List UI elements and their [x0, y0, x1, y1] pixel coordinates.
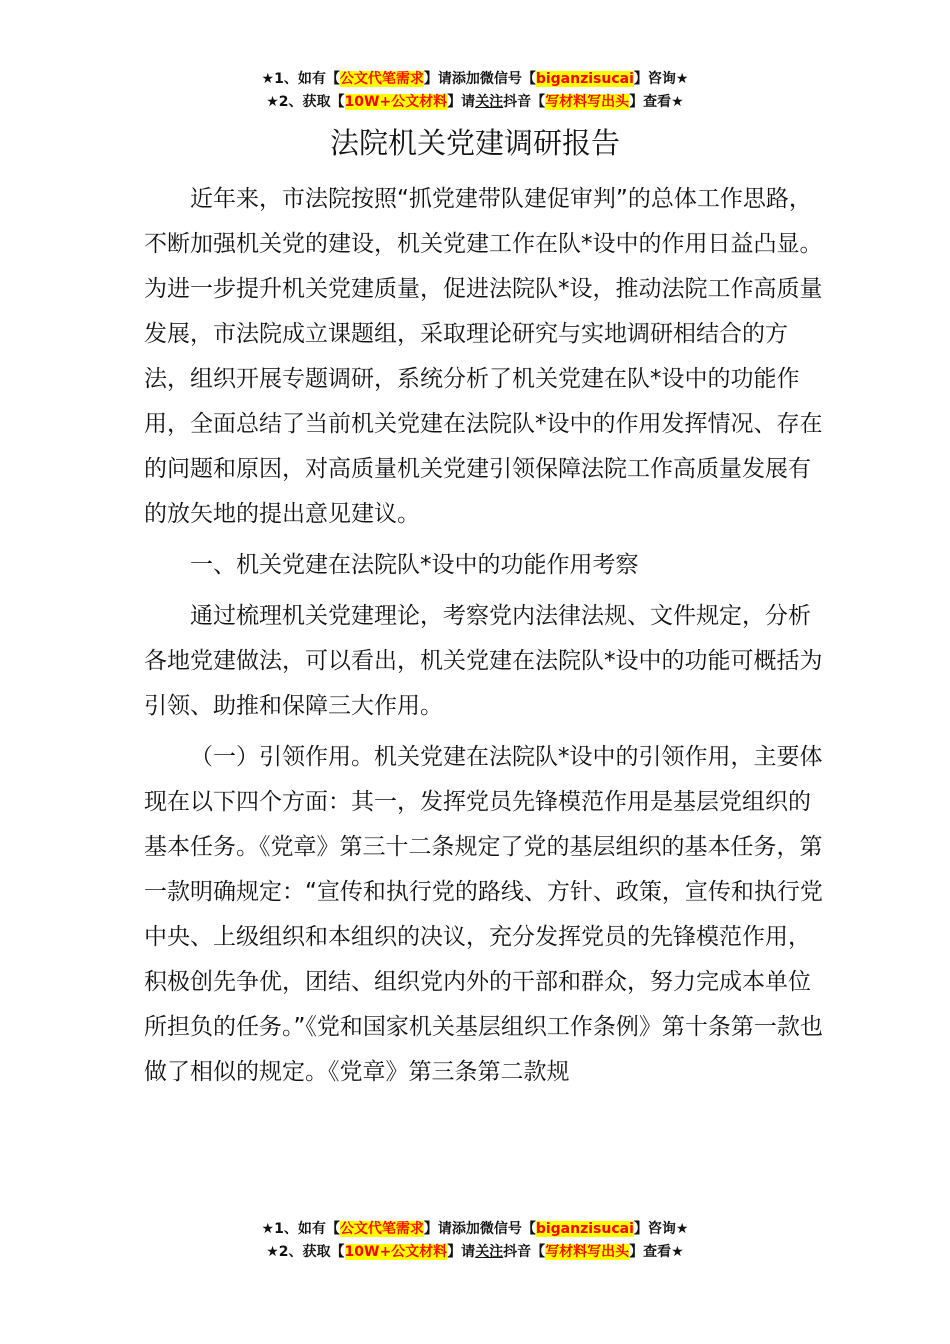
promo-banner-top — [0, 68, 950, 114]
promo-text: 】请 — [447, 1244, 476, 1260]
promo-text: 】请 — [423, 71, 452, 87]
paragraph-intro: 近年来，市法院按照“抓党建带队建促审判”的总体工作思路，不断加强机关党的建设，机关党建工作在队*设中的作用日益凸显。为进一步提升机关党建质量，促进法院队*设，推动法院工作高质量发展，市法院成立课题组，采取理论研究与实地调研相结合的方法，组织开展专题调研，系统分析了机关党建在队*设中的功能作用，全面总结了当前机关党建在法院队*设中的作用发挥情况、存在的问题和原因，对高质量机关党建引领保障法院工作高质量发展有的放矢地的提出意见建议。 — [144, 186, 823, 527]
promo-line-2 — [0, 1241, 950, 1264]
highlight-douyin: 写材料写出头 — [545, 1244, 630, 1260]
highlight-service: 公文代笔需求 — [339, 71, 424, 87]
highlight-materials: 10W+公文材料 — [344, 94, 448, 110]
promo-text: 】请 — [447, 94, 476, 110]
promo-text: 微信号【 — [479, 1221, 536, 1237]
promo-text: 】查看★ — [629, 1244, 684, 1260]
promo-text: 微信号【 — [479, 71, 536, 87]
promo-text: ★1、如有【 — [261, 71, 340, 87]
promo-text: ★2、获取【 — [266, 1244, 345, 1260]
promo-text: ★1、如有【 — [261, 1221, 340, 1237]
promo-text: 抖音【 — [503, 94, 546, 110]
promo-line-1 — [0, 1218, 950, 1241]
highlight-douyin: 写材料写出头 — [545, 94, 630, 110]
promo-text: 】咨询★ — [633, 1221, 689, 1237]
section-heading-1: 一、机关党建在法院队*设中的功能作用考察 — [190, 552, 639, 578]
highlight-materials: 10W+公文材料 — [344, 1244, 448, 1260]
promo-text: 】请 — [423, 1221, 452, 1237]
promo-emphasis: 关注 — [475, 94, 504, 110]
paragraph-overview: 通过梳理机关党建理论，考察党内法律法规、文件规定，分析各地党建做法，可以看出，机关党建在法院队*设中的功能可概括为引领、助推和保障三大作用。 — [144, 603, 823, 719]
promo-banner-bottom — [0, 1218, 950, 1264]
promo-emphasis: 添加 — [451, 1221, 480, 1237]
promo-emphasis: 关注 — [475, 1244, 504, 1260]
promo-emphasis: 添加 — [451, 71, 480, 87]
highlight-wechat-id: biganzisucai — [535, 71, 634, 87]
document-title: 法院机关党建调研报告 — [329, 126, 620, 160]
document-body — [144, 177, 824, 1095]
promo-line-1 — [0, 68, 950, 91]
promo-text: 】查看★ — [629, 94, 684, 110]
promo-text: 抖音【 — [503, 1244, 546, 1260]
highlight-wechat-id: biganzisucai — [535, 1221, 634, 1237]
paragraph-leading-role: （一）引领作用。机关党建在法院队*设中的引领作用，主要体现在以下四个方面：其一，发挥党员先锋模范作用是基层党组织的基本任务。《党章》第三十二条规定了党的基层组织的基本任务，第一款明确规定：“宣传和执行党的路线、方针、政策，宣传和执行党中央、上级组织和本组织的决议，充分发挥党员的先锋模范作用，积极创先争优，团结、组织党内外的干部和群众，努力完成本单位所担负的任务。”《党和国家机关基层组织工作条例》第十条第一款也做了相似的规定。《党章》第三条第二款规 — [144, 744, 823, 1085]
promo-text: ★2、获取【 — [266, 94, 345, 110]
highlight-service: 公文代笔需求 — [339, 1221, 424, 1237]
promo-line-2 — [0, 91, 950, 114]
promo-text: 】咨询★ — [633, 71, 689, 87]
